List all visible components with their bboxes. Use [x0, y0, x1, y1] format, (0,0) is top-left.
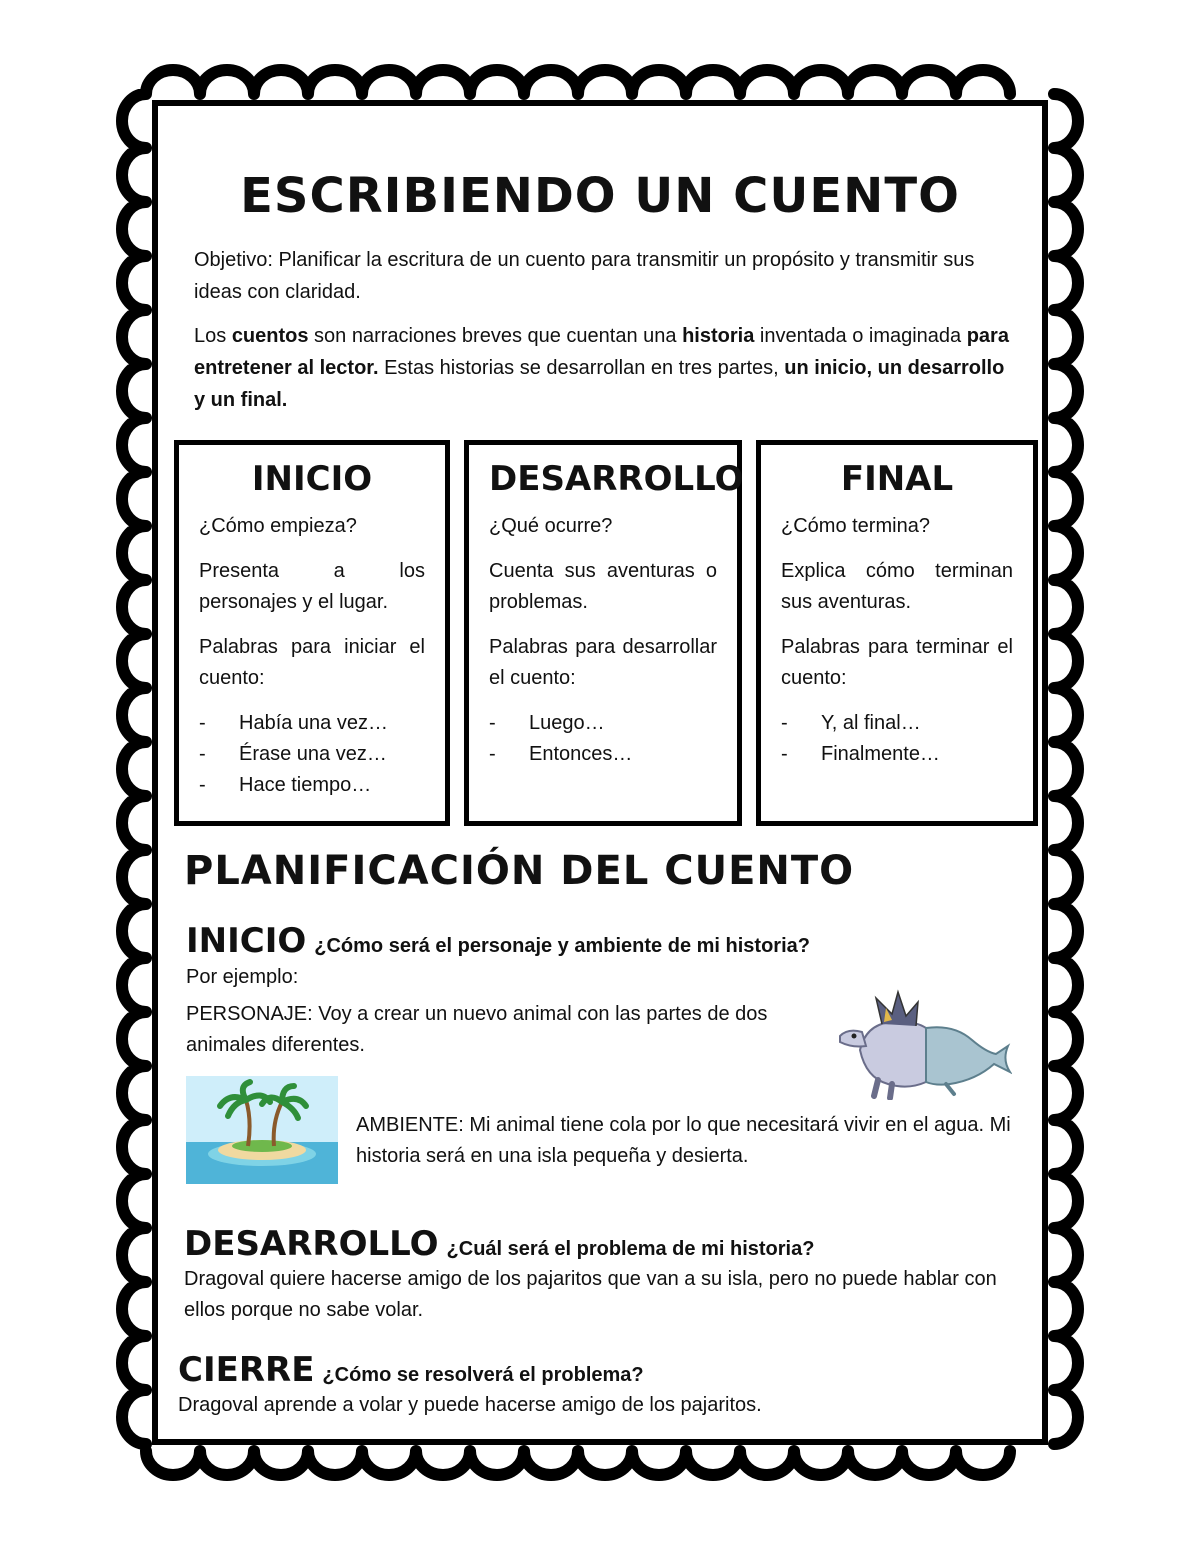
- personaje-text: PERSONAJE: Voy a crear un nuevo animal con las partes de dos animales diferentes.: [186, 1003, 768, 1056]
- box-heading: DESARROLLO: [489, 459, 744, 499]
- box-question: ¿Qué ocurre?: [489, 515, 613, 537]
- desarrollo-section-header: [184, 1224, 814, 1264]
- section-question: ¿Cómo será el personaje y ambiente de mi historia?: [314, 935, 810, 957]
- page-title: ESCRIBIENDO UN CUENTO: [240, 168, 960, 224]
- section-heading: INICIO: [186, 921, 307, 961]
- list-item: - Finalmente…: [781, 739, 1013, 770]
- box-word-list: [199, 708, 425, 801]
- worksheet-page: [152, 100, 1048, 1445]
- section-heading: DESARROLLO: [184, 1224, 439, 1264]
- island-illustration: [186, 1076, 338, 1184]
- list-item: - Luego…: [489, 708, 717, 739]
- section-question: ¿Cuál será el problema de mi historia?: [446, 1238, 815, 1260]
- inicio-section-header: [186, 921, 810, 961]
- example-label: Por ejemplo:: [186, 966, 299, 988]
- box-question: ¿Cómo termina?: [781, 515, 930, 537]
- box-final: [756, 440, 1038, 826]
- section-heading: CIERRE: [178, 1350, 315, 1390]
- list-item: - Había una vez…: [199, 708, 425, 739]
- section-question: ¿Cómo se resolverá el problema?: [322, 1364, 644, 1386]
- objective-text: Objetivo: Planificar la escritura de un cuento para transmitir un propósito y transmitir sus ideas con claridad.: [194, 249, 975, 303]
- list-item: - Y, al final…: [781, 708, 1013, 739]
- list-item: - Érase una vez…: [199, 739, 425, 770]
- box-description: Explica cómo terminan sus aventuras.: [781, 560, 1013, 613]
- box-words-label: Palabras para desarrollar el cuento:: [489, 636, 717, 689]
- cierre-text: Dragoval aprende a volar y puede hacerse amigo de los pajaritos.: [178, 1394, 762, 1416]
- box-heading: FINAL: [840, 459, 954, 499]
- box-heading: INICIO: [251, 459, 373, 499]
- box-desarrollo: [464, 440, 742, 826]
- list-item: - Entonces…: [489, 739, 717, 770]
- box-words-label: Palabras para terminar el cuento:: [781, 636, 1013, 689]
- box-inicio: [174, 440, 450, 826]
- cierre-section-header: [178, 1350, 644, 1390]
- box-description: Presenta a los personajes y el lugar.: [199, 560, 425, 613]
- box-question: ¿Cómo empieza?: [199, 515, 357, 537]
- desarrollo-text: Dragoval quiere hacerse amigo de los pajaritos que van a su isla, pero no puede hablar con ellos porque no sabe volar.: [184, 1268, 997, 1321]
- ambiente-text: AMBIENTE: Mi animal tiene cola por lo que necesitará vivir en el agua. Mi historia será en una isla pequeña y desierta.: [356, 1114, 1011, 1167]
- box-description: Cuenta sus aventuras o problemas.: [489, 560, 717, 613]
- intro-paragraph: Los cuentos son narraciones breves que cuentan una historia inventada o imaginada para entretener al lector. Estas historias se desarrollan en tres partes, un inicio, un desarrollo y un final.: [194, 325, 1009, 411]
- planning-title: PLANIFICACIÓN DEL CUENTO: [184, 848, 855, 894]
- box-word-list: [781, 708, 1013, 770]
- box-word-list: [489, 708, 717, 770]
- list-item: - Hace tiempo…: [199, 770, 425, 801]
- box-words-label: Palabras para iniciar el cuento:: [199, 636, 425, 689]
- dragon-fish-illustration: [826, 988, 1012, 1100]
